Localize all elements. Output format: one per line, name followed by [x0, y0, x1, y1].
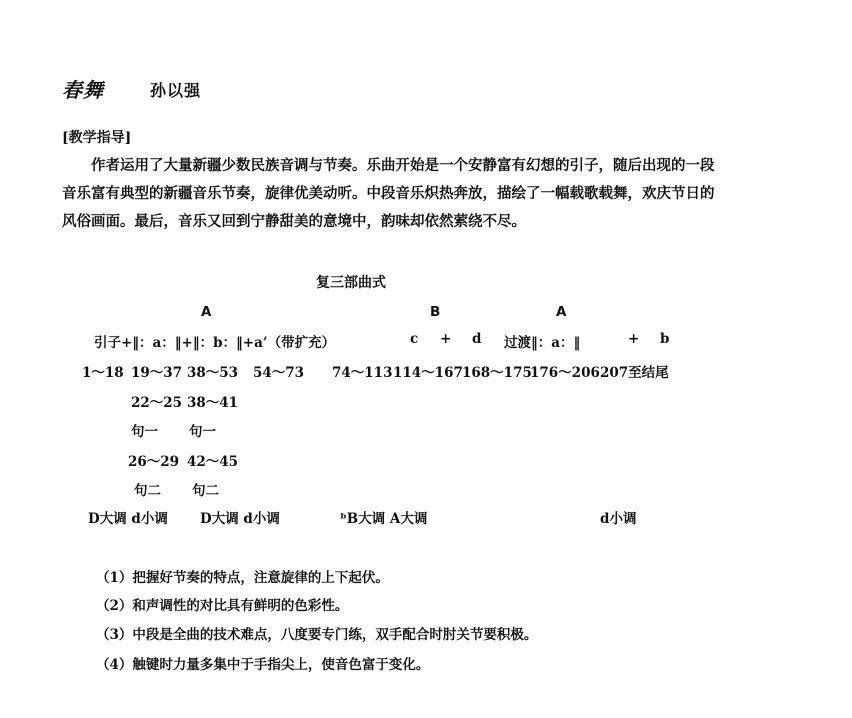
phrase-label: 句二: [134, 483, 161, 499]
structure-b: b: [660, 331, 670, 347]
sub-measure-range: 22～25: [131, 395, 183, 411]
teaching-note: （2）和声调性的对比具有鲜明的色彩性。: [96, 598, 349, 614]
measure-range: 19～37: [131, 365, 183, 381]
measure-range: 168～175: [462, 365, 532, 381]
structure-plus: +: [440, 331, 452, 347]
structure-c: c: [410, 331, 419, 347]
teaching-note: （3）中段是全曲的技术难点，八度要专门练，双手配合时肘关节要积极。: [96, 627, 538, 643]
phrase-label: 句二: [192, 483, 219, 499]
form-title: 复三部曲式: [316, 275, 386, 291]
section-a-label: A: [201, 304, 212, 320]
phrase-label: 句一: [131, 424, 158, 440]
sub-measure-range: 38～41: [187, 395, 239, 411]
guidance-line: 作者运用了大量新疆少数民族音调与节奏。乐曲开始是一个安静富有幻想的引子，随后出现的一段: [91, 157, 715, 174]
sub-measure-range: 42～45: [187, 454, 239, 470]
structure-transition: 过渡‖：a：‖: [504, 335, 581, 351]
guidance-paragraph: [62, 152, 792, 236]
measure-range: 54～73: [253, 365, 305, 381]
guidance-line: 风俗画面。最后，音乐又回到宁静甜美的意境中，韵味却依然萦绕不尽。: [62, 213, 526, 230]
key-label: D大调 d小调: [200, 511, 280, 527]
measure-range: 38～53: [187, 365, 239, 381]
sub-measure-range: 26～29: [128, 454, 180, 470]
piece-title: 春舞: [62, 78, 104, 102]
section-a-return-label: A: [556, 304, 567, 320]
guidance-line: 音乐富有典型的新疆音乐节奏，旋律优美动听。中段音乐炽热奔放，描绘了一幅载歌载舞，欢庆节日的: [62, 185, 715, 202]
structure-plus: +: [628, 331, 640, 347]
measure-range: 1～18: [82, 365, 124, 381]
measure-range: 114～167: [393, 365, 463, 381]
structure-intro: 引子+‖：a：‖+‖：b：‖+a’（带扩充）: [94, 335, 336, 351]
measure-range: 207至结尾: [600, 365, 669, 381]
measure-range: 176～206: [530, 365, 600, 381]
structure-d: d: [472, 331, 482, 347]
composer-name: 孙以强: [150, 81, 202, 100]
measure-range: 74～113: [332, 365, 393, 381]
key-label: d小调: [600, 511, 637, 527]
key-label: ᵇB大调 A大调: [340, 511, 428, 527]
key-label: D大调 d小调: [88, 511, 168, 527]
teaching-note: （4）触键时力量多集中于手指尖上，使音色富于变化。: [96, 657, 430, 673]
teaching-note: （1）把握好节奏的特点，注意旋律的上下起伏。: [96, 570, 389, 586]
phrase-label: 句一: [189, 424, 216, 440]
section-b-label: B: [430, 304, 441, 320]
guidance-heading: [教学指导]: [62, 130, 132, 146]
